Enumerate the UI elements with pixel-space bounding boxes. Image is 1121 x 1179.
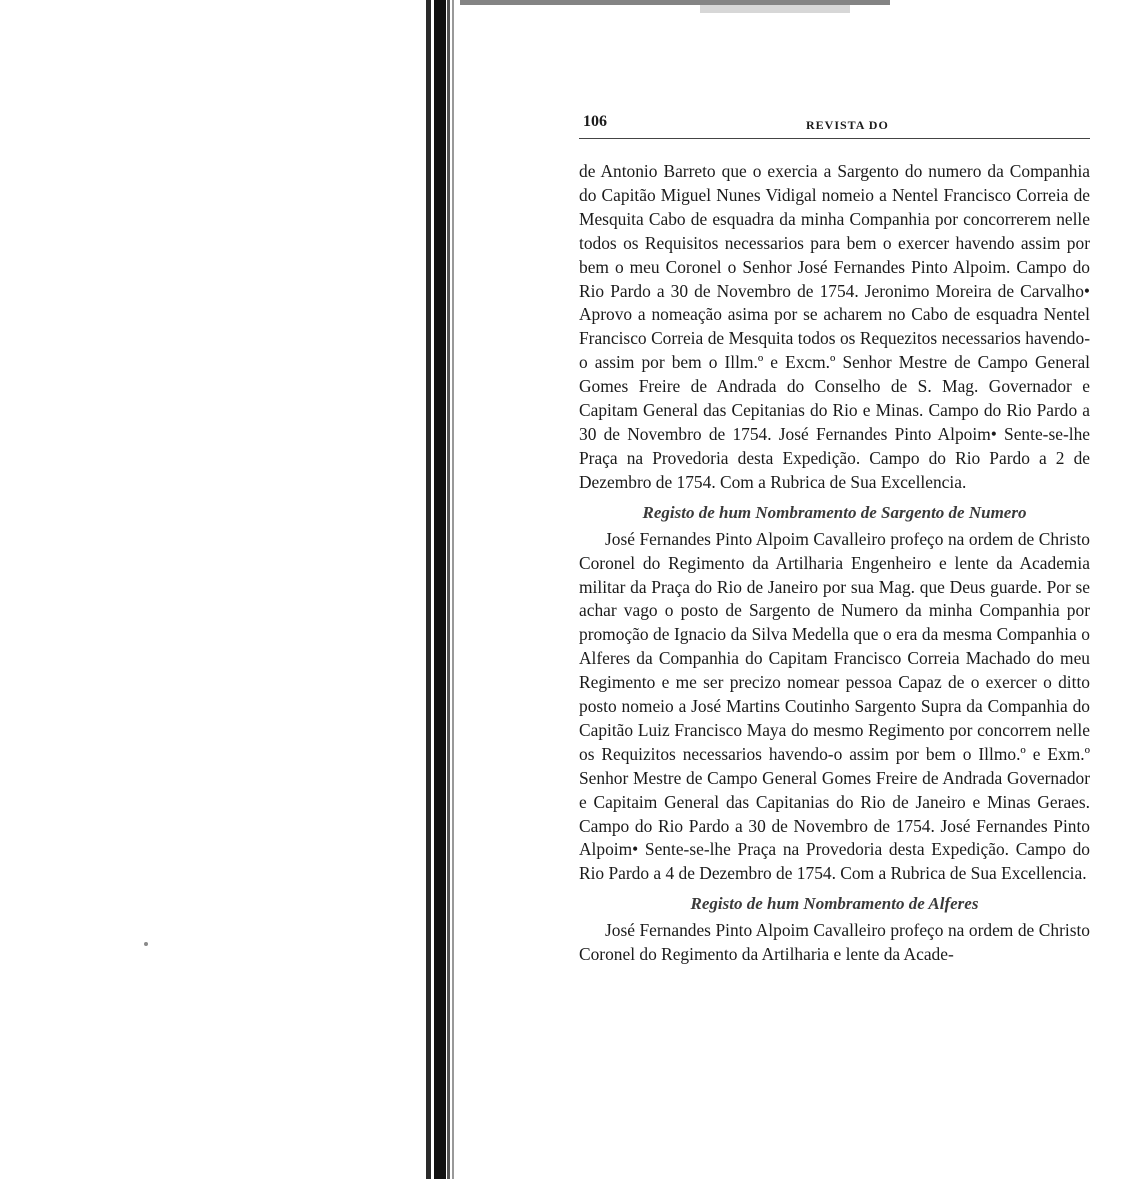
scan-edge-smudge-light (700, 5, 850, 13)
page-number: 106 (583, 113, 607, 130)
paragraph-continuation: de Antonio Barreto que o exercia a Sargento do numero da Companhia do Capitão Miguel Nunes Vidigal nomeio a Nentel Francisco Correia de Mesquita Cabo de esquadra da minha Companhia por concorrerem nelle todos os Requisitos necessarios para bem o exercer havendo assim por bem o meu Coronel o Senhor José Fernandes Pinto Alpoim. Campo do Rio Pardo a 30 de Novembro de 1754. Jeronimo Moreira de Carvalho• Aprovo a nomeação asima por se acharem no Cabo de esquadra Nentel Francisco Correia de Mesquita todos os Requezitos necessarios havendo-o assim por bem o Illm.º e Excm.º Senhor Mestre de Campo General Gomes Freire de Andrada do Conselho de S. Mag. Governador e Capitam General das Cepitanias do Rio e Minas. Campo do Rio Pardo a 30 de Novembro de 1754. José Fernandes Pinto Alpoim• Sente-se-lhe Praça na Provedoria desta Expedição. Campo do Rio Pardo a 2 de Dezembro de 1754. Com a Rubrica de Sua Excellencia. (579, 161, 1090, 492)
section-heading-alferes: Registo de hum Nombramento de Alferes (690, 894, 979, 914)
book-spine-shadow (414, 0, 468, 1179)
running-title: REVISTA DO (806, 118, 889, 132)
scan-speck (144, 942, 148, 946)
section-heading-sargento: Registo de hum Nombramento de Sargento de Numero (642, 502, 1027, 522)
paragraph-sargento: José Fernandes Pinto Alpoim Cavalleiro profeço na ordem de Christo Coronel do Regimento da Artilharia Engenheiro e lente da Academia militar da Praça do Rio de Janeiro por sua Mag. que Deus guarde. Por se achar vago o posto de Sargento de Numero da minha Companhia por promoção de Ignacio da Silva Medella que o era da mesma Companhia o Alferes da Companhia do Capitam Francisco Correia Machado do meu Regimento e me ser precizo nomear pessoa Capaz de o exercer o ditto posto nomeio a José Martins Coutinho Sargento Supra da Companhia do Capitão Luiz Francisco Maya do mesmo Regimento por concorrem nelle os Requizitos necessarios havendo-o assim por bem o Illmo.º e Exm.º Senhor Mestre de Campo General Gomes Freire de Andrada Governador e Capitaim General das Capitanias do Rio de Janeiro e Minas Geraes. Campo do Rio Pardo a 30 de Novembro de 1754. José Fernandes Pinto Alpoim• Sente-se-lhe Praça na Provedoria desta Expedição. Campo do Rio Pardo a 4 de Dezembro de 1754. Com a Rubrica de Sua Excellencia. (579, 528, 1090, 884)
page-header (579, 108, 1090, 139)
paragraph-alferes: José Fernandes Pinto Alpoim Cavalleiro profeço na ordem de Christo Coronel do Regimento da Artilharia e lente da Acade- (579, 920, 1090, 965)
book-page (579, 108, 1090, 967)
